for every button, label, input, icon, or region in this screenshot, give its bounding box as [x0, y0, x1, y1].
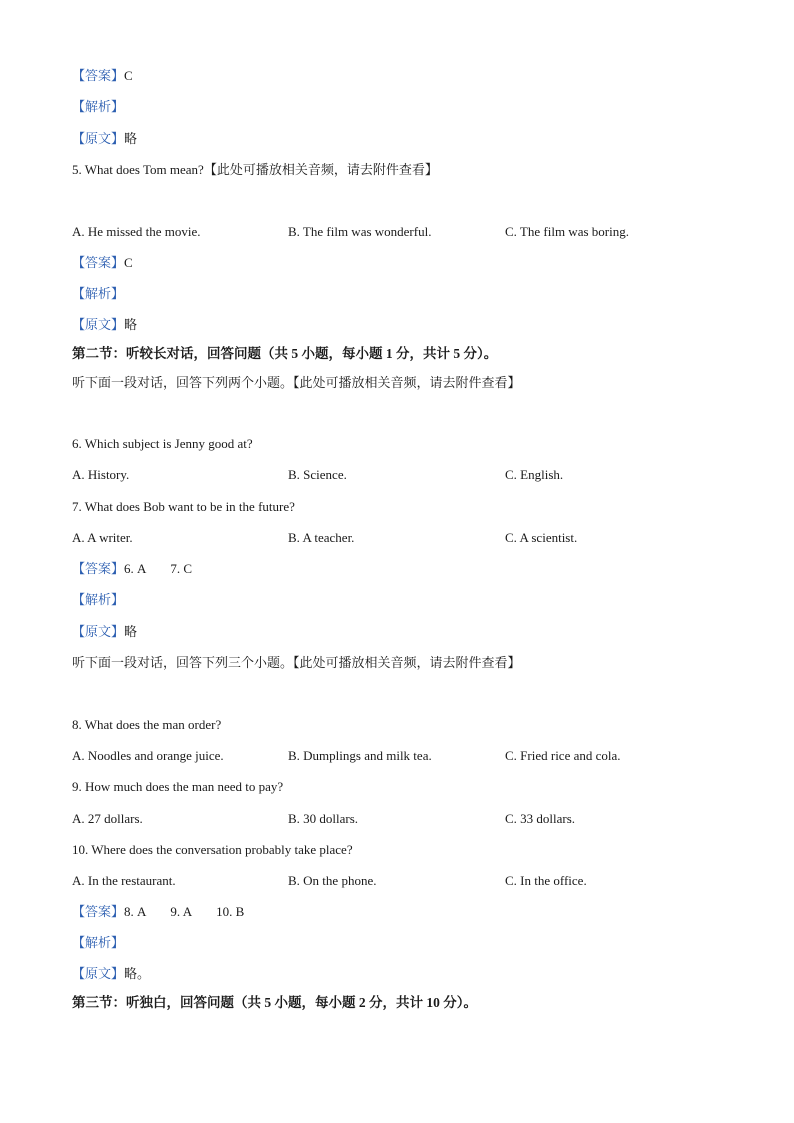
q10-option-b: B. On the phone. [288, 873, 377, 888]
q7-option-b: B. A teacher. [288, 530, 355, 545]
original-tag: 【原文】 [72, 966, 125, 981]
q7-option-a: A. A writer. [72, 530, 133, 545]
q9-option-a: A. 27 dollars. [72, 811, 143, 826]
q5-option-c: C. The film was boring. [505, 224, 629, 239]
section-3-title: 第三节：听独白，回答问题（共 5 小题，每小题 2 分，共计 10 分）。 [72, 995, 477, 1010]
answer-tag: 【答案】 [72, 68, 125, 83]
section-2-title: 第二节：听较长对话，回答问题（共 5 小题，每小题 1 分，共计 5 分）。 [72, 346, 498, 361]
answer-tag: 【答案】 [72, 561, 125, 576]
answer-value: C [124, 68, 133, 83]
dialog-1-intro: 听下面一段对话，回答下列两个小题。【此处可播放相关音频，请去附件查看】 [72, 375, 521, 390]
answer-tag: 【答案】 [72, 255, 125, 270]
original-tag: 【原文】 [72, 317, 125, 332]
q10-option-a: A. In the restaurant. [72, 873, 176, 888]
q8-option-b: B. Dumplings and milk tea. [288, 748, 432, 763]
original-line [72, 131, 137, 147]
answer-7: 7. C [170, 561, 193, 576]
answer-line [72, 255, 133, 271]
q9-option-b: B. 30 dollars. [288, 811, 359, 826]
original-value: 略 [124, 131, 138, 146]
answer-10: 10. B [216, 904, 245, 919]
dialog-2-intro: 听下面一段对话，回答下列三个小题。【此处可播放相关音频，请去附件查看】 [72, 655, 521, 670]
answer-line [72, 68, 133, 84]
answer-line [72, 561, 192, 577]
q8-option-a: A. Noodles and orange juice. [72, 748, 224, 763]
answer-line [72, 904, 244, 920]
original-tag: 【原文】 [72, 624, 125, 639]
answer-9: 9. A [170, 904, 193, 919]
q5-option-b: B. The film was wonderful. [288, 224, 432, 239]
answer-6: 6. A [124, 561, 147, 576]
q6-option-b: B. Science. [288, 467, 347, 482]
q9-option-c: C. 33 dollars. [505, 811, 576, 826]
answer-value: C [124, 255, 133, 270]
original-line [72, 317, 137, 333]
question-9: 9. How much does the man need to pay? [72, 779, 284, 794]
q8-option-c: C. Fried rice and cola. [505, 748, 621, 763]
answer-8: 8. A [124, 904, 147, 919]
q6-option-c: C. English. [505, 467, 564, 482]
question-7: 7. What does Bob want to be in the future? [72, 499, 295, 514]
analysis-tag: 【解析】 [72, 286, 125, 301]
analysis-line [72, 592, 124, 608]
original-value: 略。 [124, 966, 151, 981]
analysis-line [72, 935, 124, 951]
analysis-tag: 【解析】 [72, 592, 125, 607]
question-6: 6. Which subject is Jenny good at? [72, 436, 253, 451]
original-value: 略 [124, 624, 138, 639]
question-5: 5. What does Tom mean?【此处可播放相关音频，请去附件查看】 [72, 162, 438, 177]
q7-option-c: C. A scientist. [505, 530, 578, 545]
original-line [72, 624, 137, 640]
original-tag: 【原文】 [72, 131, 125, 146]
analysis-tag: 【解析】 [72, 99, 125, 114]
q6-option-a: A. History. [72, 467, 130, 482]
question-10: 10. Where does the conversation probably take place? [72, 842, 353, 857]
question-8: 8. What does the man order? [72, 717, 222, 732]
original-value: 略 [124, 317, 138, 332]
q10-option-c: C. In the office. [505, 873, 587, 888]
analysis-tag: 【解析】 [72, 935, 125, 950]
analysis-line [72, 99, 124, 115]
answer-tag: 【答案】 [72, 904, 125, 919]
original-line [72, 966, 150, 982]
analysis-line [72, 286, 124, 302]
q5-option-a: A. He missed the movie. [72, 224, 201, 239]
